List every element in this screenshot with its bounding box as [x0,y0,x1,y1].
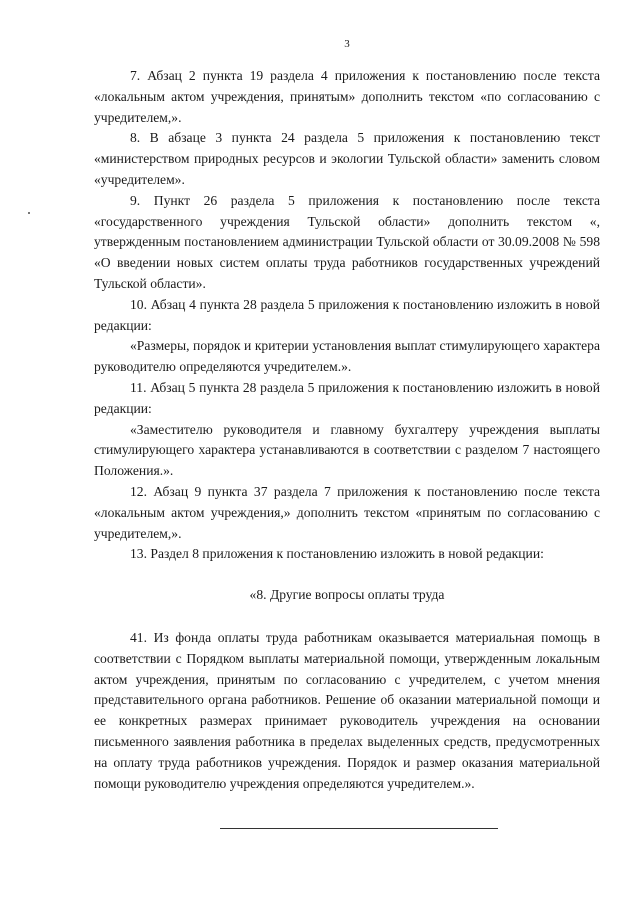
end-rule [220,828,498,829]
paragraph-7: 7. Абзац 2 пункта 19 раздела 4 приложения к постановлению после текста «локальным актом учреждения, принятым» дополнить текстом «по согласованию с учредителем,». [94,68,600,125]
paragraph-11-quote: «Заместителю руководителя и главному бухгалтеру учреждения выплаты стимулирующего характера устанавливаются в соответствии с разделом 7 настоящего Положения.». [94,421,600,479]
paragraph-41: 41. Из фонда оплаты труда работникам оказывается материальная помощь в соответствии с Порядком выплаты материальной помощи, утвержденным локальным актом учреждения, принятым по согласованию с учредителем, с учетом мнения представительного органа работников. Решение об оказании материальной помощи и ее конкретных размерах принимает руководитель учреждения на основании письменного заявления работника в пределах выделенных средств, предусмотренных на оплату труда работников учреждения. Порядок и размер оказания материальной помощи руководителю учреждения определяются учредителем.». [94,629,600,791]
paragraph-12: 12. Абзац 9 пункта 37 раздела 7 приложения к постановлению после текста «локальным актом учреждения,» дополнить текстом «принятым по согласованию с учредителем,». [94,483,600,541]
paragraph-10-quote: «Размеры, порядок и критерии установления выплат стимулирующего характера руководителю определяются учредителем.». [94,338,600,375]
page-number: 3 [344,38,350,50]
paragraph-13: 13. Раздел 8 приложения к постановлению изложить в новой редакции: [130,546,544,562]
paragraph-10: 10. Абзац 4 пункта 28 раздела 5 приложения к постановлению изложить в новой редакции: [94,296,600,333]
section-heading: «8. Другие вопросы оплаты труда [249,587,445,603]
paragraph-11: 11. Абзац 5 пункта 28 раздела 5 приложения к постановлению изложить в новой редакции: [94,379,600,416]
paragraph-9: 9. Пункт 26 раздела 5 приложения к постановлению после текста «государственного учреждения Тульской области» дополнить текстом «, утвержденным постановлением администрации Тульской области от 30.09.2008 № 598 «О введении новых систем оплаты труда работников государственных учреждений Тульской области». [94,192,600,291]
margin-mark [28,212,30,214]
paragraph-8: 8. В абзаце 3 пункта 24 раздела 5 приложения к постановлению текст «министерством природных ресурсов и экологии Тульской области» заменить словом «учредителем». [94,130,600,187]
